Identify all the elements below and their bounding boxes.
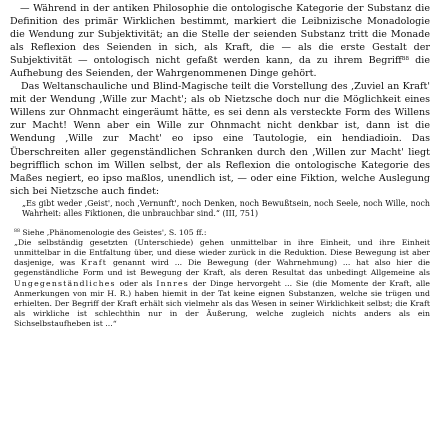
footnote-body-part: genannt wird ... Die Bewegung (der Wahrnehmung) ... hat also hier die gegenständliche Form und ist Bewegung der Kraft, als deren Resultat das unbedingt Allgemeine als — [14, 258, 431, 278]
footnote — [10, 228, 430, 328]
footnote-body-part: „Die selbständig gesetzten (Unterschiede) gehen unmittelbar in ihre Einheit, und ihre Einheit unmittelbar in die Entfaltung über, und diese wieder zurück in die Reduktion. Diese Bewegung ist aber dasjenige, was — [14, 238, 430, 268]
footnote-emphasis-innres: Innres — [156, 278, 189, 288]
footnote-body-part: der Dinge hervorgeht ... Sie (die Momente der Kraft, alle Anmerkungen von mir H. R.) haben hiemit in der Tat keine eignen Substanzen, welche sie trügen und erhielten. Der Begriff der Kraft erhält sich vielmehr als das Wesen in seiner Wirklichkeit selbst; die Kraft als wirkliche ist schlechthin nur in der Äußerung, welche zugleich nichts anders als ein Sichselbstaufheben ist ...“ — [14, 278, 431, 328]
footnote-body — [14, 238, 430, 328]
quote-text: „Es gibt weder ‚Geist', noch ‚Vernunft', noch Denken, noch Bewußtsein, noch Seele, noch Wille, noch Wahrheit: alles Fiktionen, die unbrauchbar sind.“ (III, 751) — [22, 198, 430, 218]
paragraph-1 — [10, 2, 430, 80]
block-quote — [22, 199, 430, 220]
footnote-marker: 88 — [14, 229, 20, 235]
footnote-head — [10, 228, 430, 238]
document-page — [10, 2, 430, 329]
footnote-body-part: oder als — [115, 278, 157, 288]
footnote-reference: 88 — [401, 56, 410, 63]
footnote-emphasis-ungegenstaendliches: Ungegenständliches — [14, 278, 116, 288]
paragraph-2: Das Weltanschauliche und Blind-Magische teilt die Vorstellung des ‚Zuviel an Kraft' mit der Wendung ‚Wille zur Macht'; als ob Nietzsche doch nur die Möglichkeit eines Willens zur Ohnmacht eingeräumt hätte, es sei denn als versteckte Form des Willens zur Macht! Wenn aber ein Wille zur Ohnmacht nicht denkbar ist, dann ist die Wendung ‚Wille zur Macht' eo ipso eine Tautologie, ein hendiadioin. Das Überschreiten aller gegenständlichen Schranken durch den ‚Willen zur Macht' liegt begrifflich schon im Willen selbst, der als Reflexion die ontologische Kategorie des Maßes negiert, eo ipso maßlos, unendlich ist, — oder eine Fiktion, welche Auslegung sich bei Nietzsche auch findet: — [10, 81, 430, 197]
footnote-head-text: Siehe ‚Phänomenologie des Geistes', S. 105 ff.: — [22, 228, 207, 238]
footnote-emphasis-kraft: Kraft — [81, 258, 108, 268]
paragraph-1-tail: die Aufhebung des Seienden, der Wahrgenommenen Dinge gehört. — [10, 55, 430, 80]
paragraph-1-text: — Während in der antiken Philosophie die ontologische Kategorie der Substanz die Definition des primär Wirklichen bestimmt, markiert die Leibnizische Monadologie die Wendung zur Subjektivität; an die Stelle der seienden Substanz tritt die Monade als Reflexion des Seienden in sich, als Kraft, die — als die erste Gestalt der Subjektivität — ontologisch nicht gefaßt werden kann, da zu ihrem Begriff — [10, 3, 430, 67]
main-text — [10, 2, 430, 198]
